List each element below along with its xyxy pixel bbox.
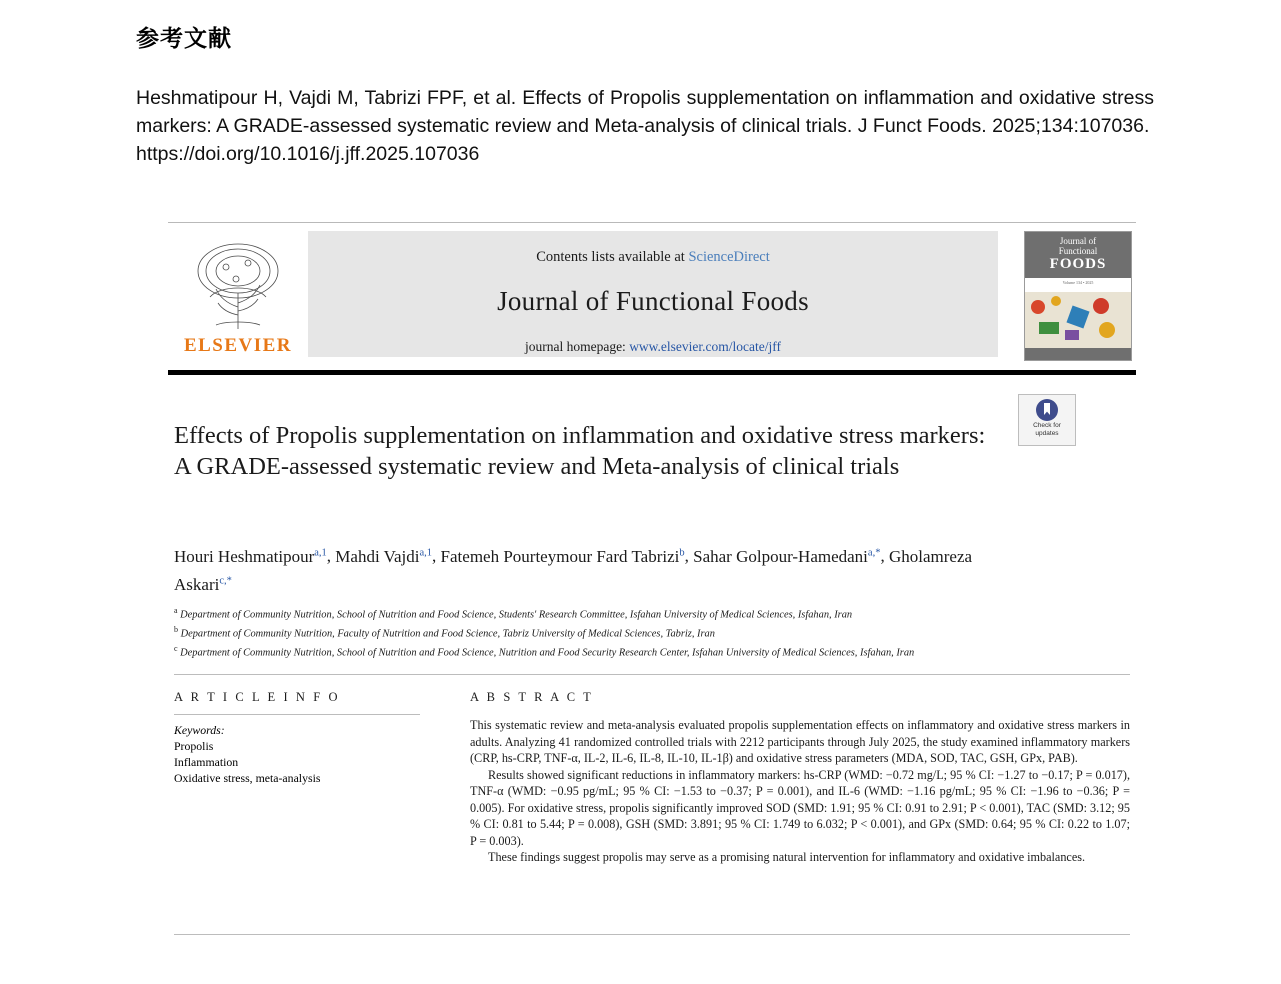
keyword-1: Propolis [174,739,214,753]
abstract-paragraph-3: These findings suggest propolis may serve as a promising natural intervention for inflammatory and oxidative imbalances. [488,850,1086,864]
cover-line1: Journal of [1059,236,1097,246]
elsevier-wordmark: ELSEVIER [183,335,293,356]
elsevier-logo [174,231,302,357]
contents-line [308,249,998,266]
author-2-marks: a,1 [419,547,433,558]
masthead-center [308,231,998,357]
crossmark-line2: updates [1035,430,1059,437]
keyword-2: Inflammation [174,755,239,769]
author-2-name: Mahdi Vajdi [335,546,420,566]
masthead-divider [168,370,1136,375]
author-5-name: Gholamreza Askari [174,546,973,595]
citation-paragraph [136,84,1154,168]
paper-figure [168,222,1136,962]
divider-top [174,674,1130,675]
keyword-3: Oxidative stress, meta-analysis [174,771,321,785]
abstract-column [470,690,1130,866]
journal-name: Journal of Functional Foods [497,286,809,316]
affiliation-c-mark: c [174,644,178,654]
article-info-column [174,690,420,786]
cover-line2: Functional [1058,246,1098,256]
abstract-heading: A B S T R A C T [470,690,594,704]
author-3 [441,547,685,566]
author-1-marks: a,1 [314,547,327,558]
abstract-body [470,717,1130,866]
affiliation-b [174,623,1004,642]
author-sep-4: , [880,546,889,566]
affiliation-b-mark: b [174,625,178,635]
affiliation-c [174,642,1004,661]
author-sep-2: , [432,546,441,566]
sciencedirect-link[interactable]: ScienceDirect [688,249,770,265]
journal-masthead [168,222,1136,363]
page-title: 参考文献 [136,25,232,51]
affiliations [174,604,1004,661]
cover-subtitle: Volume 134 • 2025 [1025,278,1131,292]
author-1 [174,547,327,566]
abstract-paragraph-2: Results showed significant reductions in inflammatory markers: hs-CRP (WMD: −0.72 mg/L; 95 % CI: −1.27 to −0.17; P = 0.017), TNF-α (WMD: −0.95 pg/mL; 95 % CI: −1.53 to −0.37; P = 0.001), and IL-6 (WMD: −1.16 pg/mL; 95 % CI: −1.96 to −0.36; P = 0.005). For oxidative stress, propolis significantly improved SOD (SMD: 1.91; 95 % CI: 0.91 to 2.91; P < 0.001), TAC (SMD: 3.12; 95 % CI: 0.81 to 5.44; P = 0.008), GSH (SMD: 3.891; 95 % CI: 1.749 to 6.032; P < 0.001), and GPx (SMD: 0.64; 95 % CI: 0.22 to 1.07; P = 0.003). [470,767,1130,848]
author-sep-1: , [326,546,336,566]
crossmark-line1: Check for [1033,422,1061,429]
citation-text: Heshmatipour H, Vajdi M, Tabrizi FPF, et al. Effects of Propolis supplementation on inflammation and oxidative stress markers: A GRADE-assessed systematic review and Meta-analysis of clinical trials. J Funct Foods. 2025;134:107036. [136,87,1154,137]
keywords-label: Keywords: [174,723,225,737]
divider-bottom [174,934,1130,935]
author-list [174,540,1004,597]
author-3-name: Fatemeh Pourteymour Fard Tabrizi [440,546,680,566]
cover-line3: FOODS [1049,256,1107,272]
cover-footer-band [1025,348,1131,360]
affiliation-a [174,604,1004,623]
journal-homepage-link[interactable]: www.elsevier.com/locate/jff [629,339,782,354]
affiliation-b-text: Department of Community Nutrition, Faculty of Nutrition and Food Science, Tabriz University of Medical Sciences, Tabriz, Iran [180,628,715,640]
author-2 [335,547,432,566]
cover-artwork [1025,292,1131,348]
contents-prefix: Contents lists available at [536,249,689,265]
journal-cover-thumbnail [1024,231,1132,361]
citation-doi: https://doi.org/10.1016/j.jff.2025.107036 [136,143,480,165]
affiliation-c-text: Department of Community Nutrition, School of Nutrition and Food Science, Nutrition and Food Security Research Center, Isfahan University of Medical Sciences, Isfahan, Iran [180,647,915,659]
homepage-line [308,339,998,355]
affiliation-a-text: Department of Community Nutrition, School of Nutrition and Food Science, Students' Research Committee, Isfahan University of Medical Sciences, Isfahan, Iran [180,609,853,621]
bookmark-icon [1036,399,1058,421]
author-sep-3: , [684,546,689,566]
author-4 [693,547,880,566]
author-5-marks: c,* [219,575,232,587]
elsevier-tree-icon [186,237,290,333]
homepage-prefix: journal homepage: [524,339,630,354]
cover-title-block [1025,232,1131,278]
author-1-name: Houri Heshmatipour [174,546,315,566]
keywords-block [174,714,420,786]
author-4-name: Sahar Golpour-Hamedani [693,546,868,566]
affiliation-a-mark: a [174,606,178,615]
article-title: Effects of Propolis supplementation on inflammation and oxidative stress markers: A GRADE-assessed systematic review and Meta-analysis of clinical trials [174,422,986,480]
crossmark-badge[interactable] [1018,394,1076,446]
author-4-marks: a,* [867,547,881,558]
article-info-heading: A R T I C L E I N F O [174,690,341,704]
abstract-paragraph-1: This systematic review and meta-analysis evaluated propolis supplementation effects on inflammatory and oxidative stress markers in adults. Analyzing 41 randomized controlled trials with 2212 participants through July 2025, the study examined inflammatory markers (CRP, hs-CRP, TNF-α, IL-2, IL-6, IL-8, IL-10, IL-1β) and oxidative stress parameters (MDA, SOD, TAC, GSH, GPx, PAB). [470,718,1130,765]
author-3-marks: b [679,547,685,558]
